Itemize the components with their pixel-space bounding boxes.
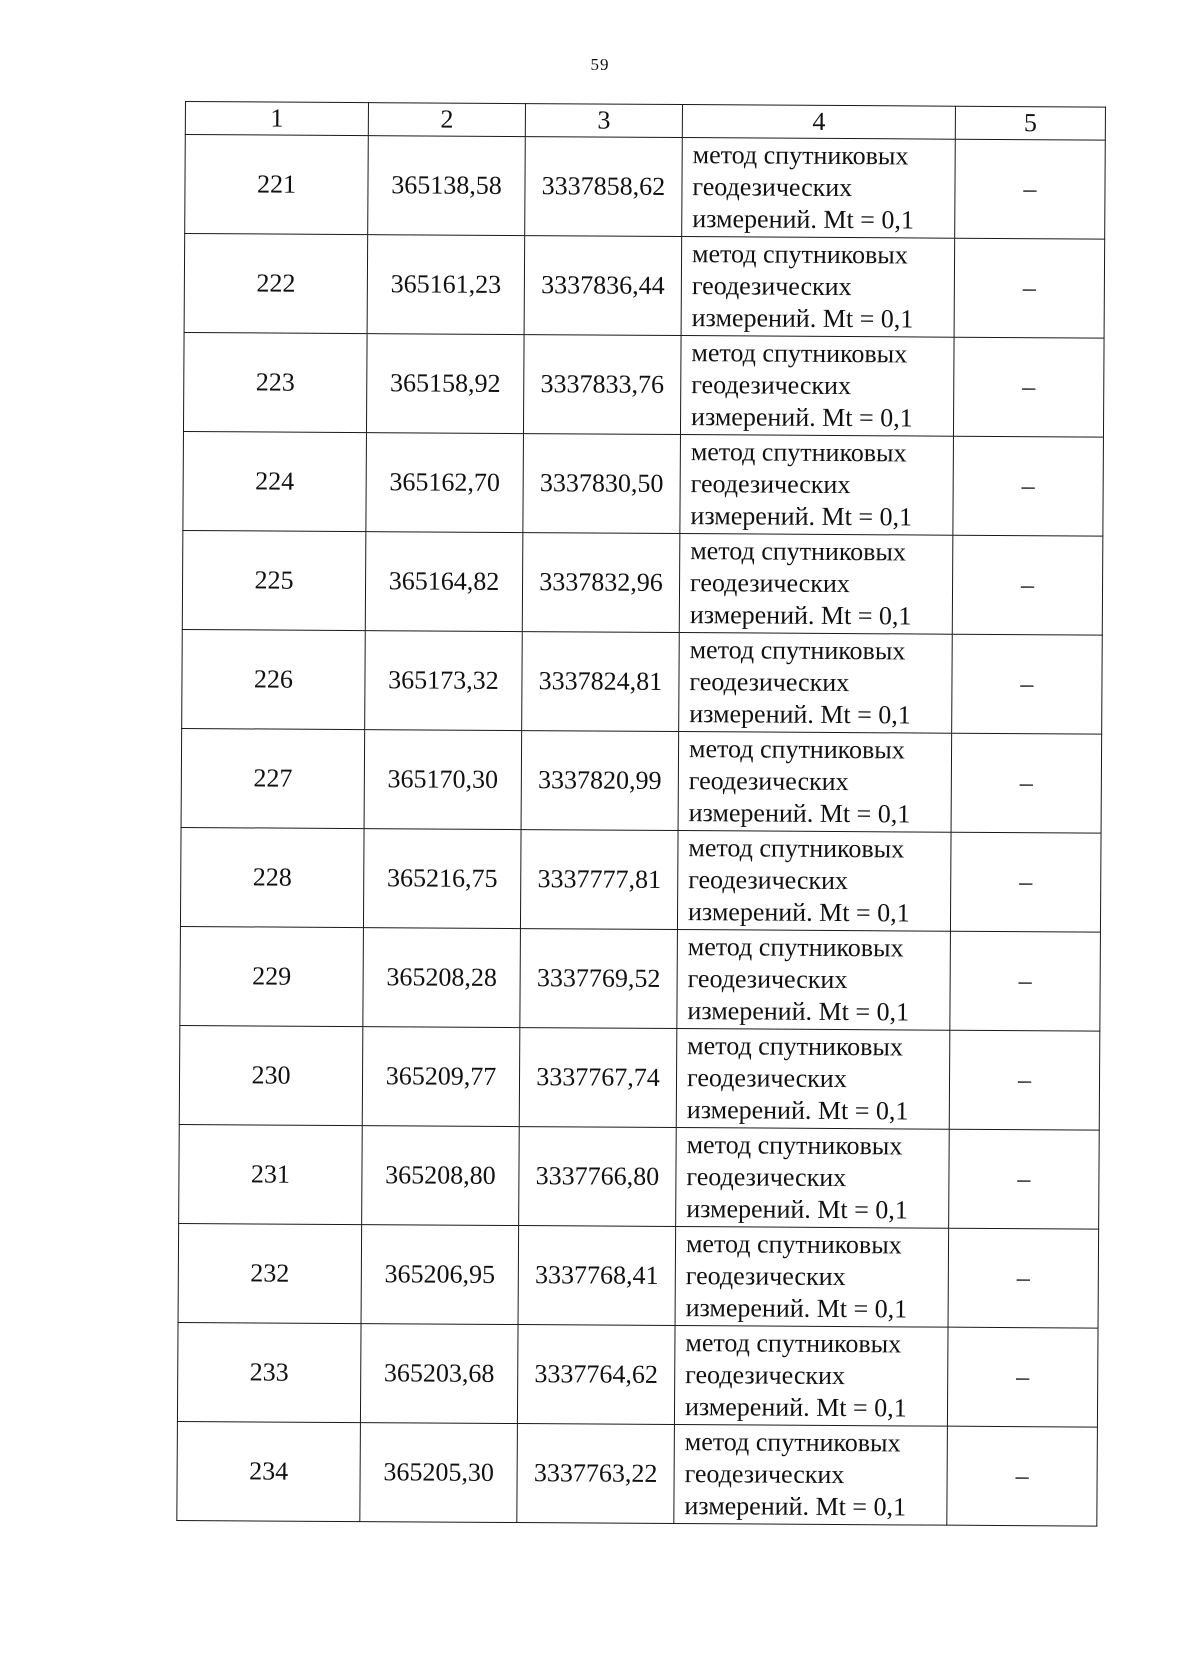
method-line: геодезических: [691, 271, 852, 302]
point-number-cell: 229: [180, 926, 364, 1026]
point-number-cell: 225: [182, 530, 366, 630]
method-line: измерений. Mt = 0,1: [688, 798, 911, 829]
method-line: измерений. Mt = 0,1: [686, 1194, 908, 1225]
x-coordinate-cell: 365158,92: [366, 334, 524, 434]
method-line: геодезических: [692, 172, 853, 203]
x-coordinate-cell: 365164,82: [365, 532, 523, 632]
method-line: метод спутниковых: [689, 635, 906, 666]
method-line: измерений. Mt = 0,1: [684, 1491, 907, 1522]
column-5-cell: –: [949, 1030, 1100, 1130]
method-line: метод спутниковых: [687, 932, 904, 963]
point-number-cell: 222: [184, 234, 368, 334]
table-body: [177, 135, 1105, 1527]
method-cell: [676, 1029, 950, 1130]
method-line: измерений. Mt = 0,1: [690, 402, 913, 433]
method-line: геодезических: [690, 469, 851, 500]
y-coordinate-cell: 3337769,52: [520, 929, 678, 1029]
method-line: метод спутниковых: [685, 1229, 902, 1260]
method-line: метод спутниковых: [687, 1031, 904, 1062]
x-coordinate-cell: 365205,30: [360, 1423, 518, 1523]
point-number-cell: 232: [178, 1223, 362, 1323]
table-row: [178, 1223, 1099, 1328]
column-5-cell: –: [955, 139, 1106, 239]
method-cell: [680, 435, 954, 536]
table-row: [182, 629, 1103, 734]
method-line: геодезических: [691, 370, 852, 401]
column-5-cell: –: [952, 634, 1103, 734]
column-header: 3: [525, 104, 682, 138]
method-line: метод спутниковых: [685, 1328, 902, 1359]
method-cell: [678, 732, 952, 833]
method-line: геодезических: [684, 1459, 845, 1490]
column-5-cell: –: [949, 1129, 1100, 1229]
column-5-cell: –: [953, 337, 1104, 437]
method-line: метод спутниковых: [688, 833, 905, 864]
column-5-cell: –: [948, 1228, 1099, 1328]
method-cell: [677, 831, 951, 932]
method-line: метод спутниковых: [691, 239, 908, 270]
point-number-cell: 231: [179, 1124, 363, 1224]
table-row: [180, 926, 1101, 1031]
method-line: измерений. Mt = 0,1: [684, 1392, 907, 1423]
y-coordinate-cell: 3337768,41: [518, 1226, 676, 1326]
column-5-cell: –: [951, 733, 1102, 833]
method-line: геодезических: [687, 964, 848, 995]
table-row: [177, 1421, 1098, 1526]
method-line: измерений. Mt = 0,1: [686, 1095, 909, 1126]
method-line: измерений. Mt = 0,1: [687, 897, 910, 928]
table-header-row: [185, 102, 1105, 141]
method-cell: [675, 1227, 949, 1328]
x-coordinate-cell: 365173,32: [365, 631, 523, 731]
x-coordinate-cell: 365161,23: [367, 235, 525, 335]
method-line: геодезических: [685, 1360, 846, 1391]
method-line: метод спутниковых: [690, 437, 907, 468]
y-coordinate-cell: 3337777,81: [520, 830, 678, 930]
column-5-cell: –: [954, 238, 1105, 338]
column-5-cell: –: [950, 832, 1101, 932]
point-number-cell: 221: [185, 135, 369, 235]
point-number-cell: 230: [179, 1025, 363, 1125]
table-row: [180, 827, 1101, 932]
table-row: [183, 431, 1104, 536]
method-line: метод спутниковых: [684, 1427, 901, 1458]
x-coordinate-cell: 365208,80: [362, 1126, 520, 1226]
point-number-cell: 227: [181, 728, 365, 828]
point-number-cell: 224: [183, 431, 367, 531]
y-coordinate-cell: 3337833,76: [523, 335, 681, 435]
x-coordinate-cell: 365208,28: [363, 928, 521, 1028]
method-line: метод спутниковых: [691, 338, 908, 369]
method-line: измерений. Mt = 0,1: [689, 699, 911, 730]
point-number-cell: 223: [183, 332, 367, 432]
column-5-cell: –: [947, 1327, 1098, 1427]
method-cell: [682, 138, 956, 239]
table-row: [177, 1322, 1098, 1427]
column-header: 2: [368, 103, 525, 137]
y-coordinate-cell: 3337836,44: [524, 236, 682, 336]
column-5-cell: –: [947, 1426, 1098, 1526]
method-cell: [679, 534, 953, 635]
method-cell: [677, 930, 951, 1031]
x-coordinate-cell: 365138,58: [368, 136, 526, 236]
method-line: метод спутниковых: [688, 734, 905, 765]
y-coordinate-cell: 3337766,80: [519, 1127, 677, 1227]
method-line: геодезических: [689, 667, 850, 698]
method-line: геодезических: [685, 1261, 846, 1292]
point-number-cell: 234: [177, 1421, 361, 1521]
method-cell: [680, 336, 954, 437]
x-coordinate-cell: 365209,77: [362, 1027, 520, 1127]
y-coordinate-cell: 3337832,96: [522, 533, 680, 633]
column-5-cell: –: [953, 436, 1104, 536]
x-coordinate-cell: 365170,30: [364, 730, 522, 830]
method-line: геодезических: [689, 568, 850, 599]
method-cell: [681, 237, 955, 338]
y-coordinate-cell: 3337824,81: [522, 632, 680, 732]
y-coordinate-cell: 3337763,22: [517, 1424, 675, 1524]
table-row: [185, 135, 1106, 240]
y-coordinate-cell: 3337858,62: [525, 137, 683, 237]
coordinates-table: [176, 101, 1106, 1527]
table-row: [184, 234, 1105, 339]
method-cell: [676, 1128, 950, 1229]
x-coordinate-cell: 365162,70: [366, 433, 524, 533]
method-line: метод спутниковых: [686, 1130, 903, 1161]
x-coordinate-cell: 365203,68: [360, 1324, 518, 1424]
point-number-cell: 226: [182, 629, 366, 729]
column-header: 1: [185, 102, 368, 136]
point-number-cell: 233: [177, 1322, 361, 1422]
table-row: [179, 1124, 1100, 1229]
method-cell: [674, 1326, 948, 1427]
point-number-cell: 228: [180, 827, 364, 927]
method-line: метод спутниковых: [692, 140, 909, 171]
table-row: [179, 1025, 1100, 1130]
method-line: метод спутниковых: [690, 536, 907, 567]
y-coordinate-cell: 3337820,99: [521, 731, 679, 831]
table-row: [181, 728, 1102, 833]
table-row: [183, 332, 1104, 437]
column-5-cell: –: [952, 535, 1103, 635]
y-coordinate-cell: 3337767,74: [519, 1028, 677, 1128]
method-line: измерений. Mt = 0,1: [685, 1293, 908, 1324]
x-coordinate-cell: 365216,75: [363, 829, 521, 929]
table-row: [182, 530, 1103, 635]
y-coordinate-cell: 3337764,62: [517, 1325, 675, 1425]
method-line: измерений. Mt = 0,1: [691, 303, 914, 334]
method-line: измерений. Mt = 0,1: [687, 996, 910, 1027]
page-number: 59: [590, 55, 610, 74]
method-cell: [674, 1425, 948, 1526]
y-coordinate-cell: 3337830,50: [523, 434, 681, 534]
method-line: геодезических: [688, 766, 849, 797]
method-line: измерений. Mt = 0,1: [692, 204, 914, 235]
column-header: 5: [955, 106, 1105, 140]
method-line: геодезических: [688, 865, 849, 896]
column-header: 4: [682, 105, 955, 140]
method-line: измерений. Mt = 0,1: [689, 600, 912, 631]
x-coordinate-cell: 365206,95: [361, 1225, 519, 1325]
method-line: измерений. Mt = 0,1: [690, 501, 913, 532]
method-line: геодезических: [686, 1162, 847, 1193]
method-line: геодезических: [686, 1063, 847, 1094]
column-5-cell: –: [950, 931, 1101, 1031]
method-cell: [679, 633, 953, 734]
